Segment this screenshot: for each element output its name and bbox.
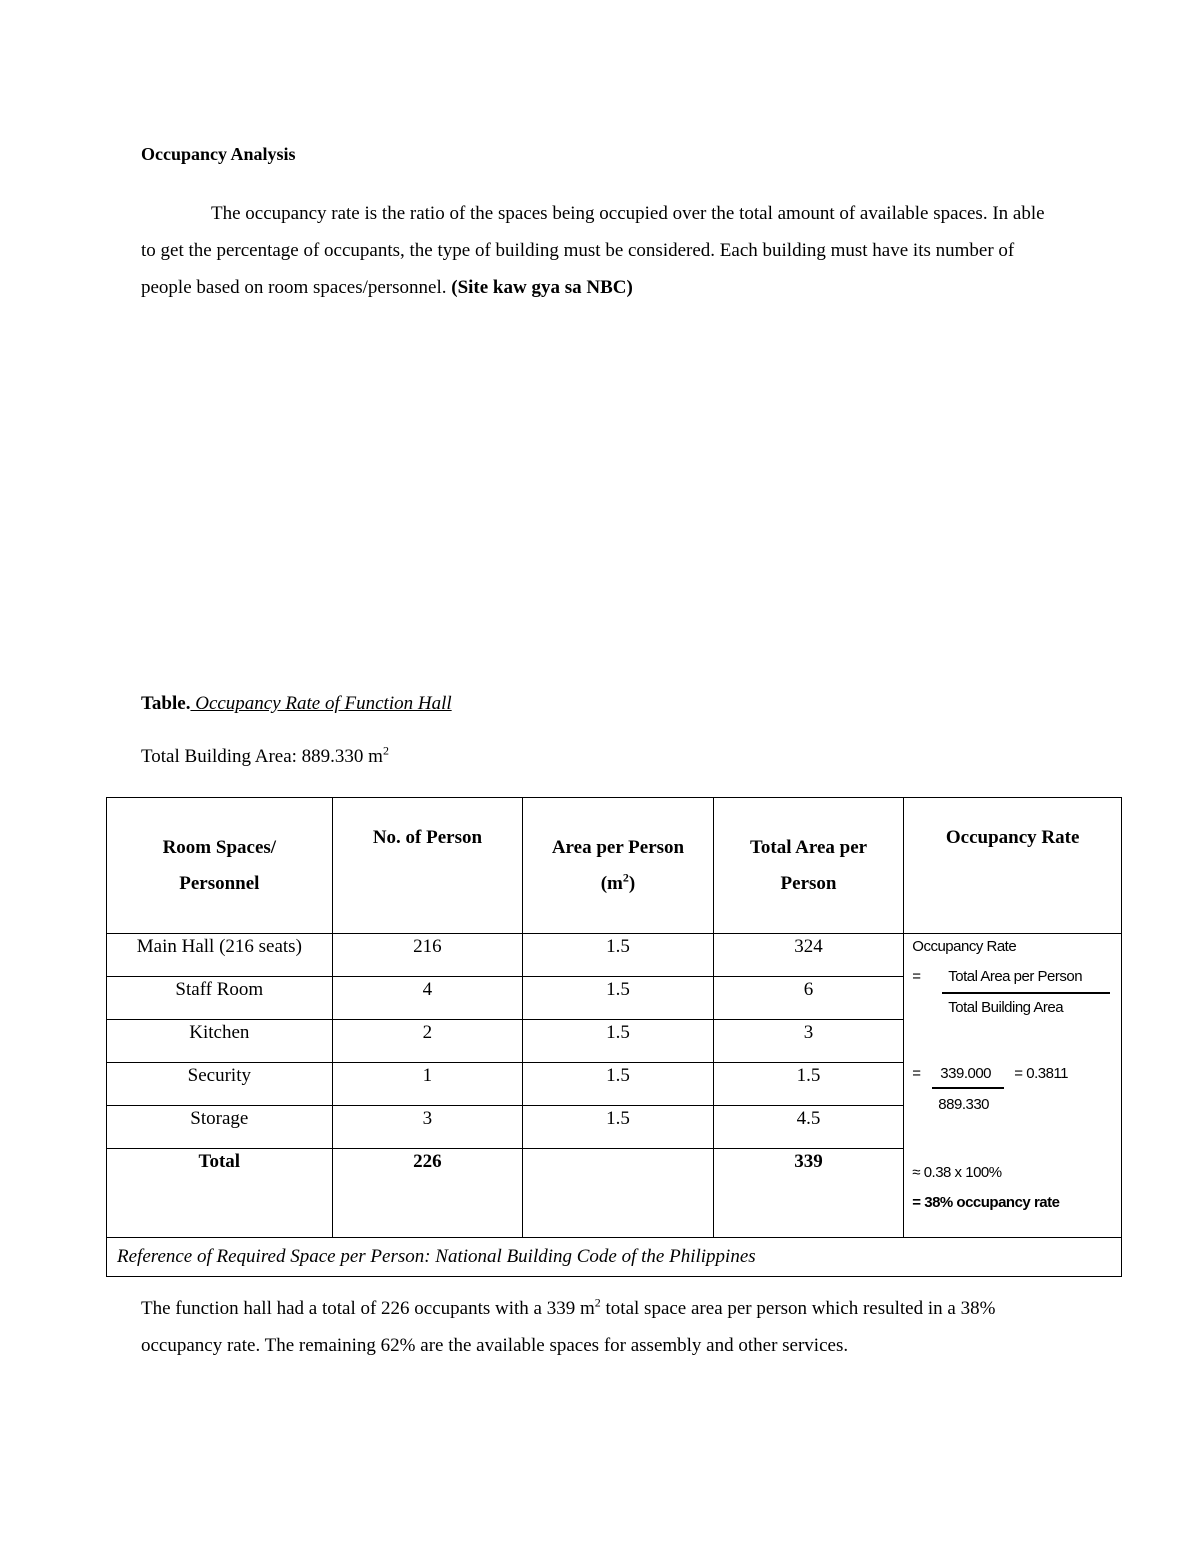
table-reference-row	[107, 1238, 1122, 1277]
persons-cell: 1	[332, 1063, 523, 1106]
summary-paragraph	[141, 1290, 1071, 1364]
room-cell: Kitchen	[107, 1020, 333, 1063]
total-cell: 4.5	[713, 1106, 904, 1149]
rate-calc-result: = 0.3811	[1014, 1065, 1068, 1082]
fraction-bar	[932, 1087, 1004, 1089]
total-cell: 6	[713, 977, 904, 1020]
header-room-spaces	[107, 798, 333, 934]
area-cell: 1.5	[523, 1020, 714, 1063]
header-occupancy-rate	[904, 798, 1122, 934]
table-reference: Reference of Required Space per Person: National Building Code of the Philippines	[107, 1238, 1122, 1277]
table-row	[107, 934, 1122, 977]
header-no-of-person	[332, 798, 523, 934]
header-room-line1: Room Spaces/	[162, 836, 277, 858]
header-area-line1: Area per Person	[551, 836, 685, 858]
table-caption	[141, 693, 452, 715]
room-cell: Main Hall (216 seats)	[107, 934, 333, 977]
room-cell: Staff Room	[107, 977, 333, 1020]
rate-calc-denominator-label: Total Building Area	[948, 999, 1064, 1016]
header-area-line2: (m	[600, 872, 623, 894]
total-persons-cell: 226	[332, 1149, 523, 1238]
summary-sup: 2	[594, 1295, 601, 1310]
intro-paragraph	[141, 195, 1061, 306]
total-cell: 3	[713, 1020, 904, 1063]
fraction-bar	[942, 992, 1110, 994]
occupancy-table	[106, 797, 1122, 1277]
section-heading: Occupancy Analysis	[141, 144, 296, 164]
total-area-label: Total Building Area: 889.330 m	[141, 746, 383, 767]
header-area-close: )	[628, 872, 636, 894]
total-area-sup: 2	[382, 743, 389, 758]
intro-text: The occupancy rate is the ratio of the spaces being occupied over the total amount of available spaces. In able to get the percentage of occupants, the type of building must be considered. Each building must have its number of people based on room spaces/personnel.	[141, 203, 1045, 298]
header-room-line2: Personnel	[179, 872, 260, 894]
summary-part2: total space area per person which resulted in a 38% occupancy rate. The remaining 62% are the available spaces for assembly and other services.	[141, 1298, 996, 1356]
total-area-cell: 339	[713, 1149, 904, 1238]
area-cell: 1.5	[523, 1106, 714, 1149]
table-caption-title: Occupancy Rate of Function Hall	[190, 693, 452, 714]
total-label-cell: Total	[107, 1149, 333, 1238]
total-cell: 324	[713, 934, 904, 977]
persons-cell: 216	[332, 934, 523, 977]
rate-calc-eq1: =	[912, 968, 921, 985]
rate-calc-final: = 38% occupancy rate	[912, 1194, 1060, 1211]
table-caption-label: Table.	[141, 693, 191, 714]
total-area-per-person-cell	[523, 1149, 714, 1238]
table-header-row	[107, 798, 1122, 934]
header-total-line2: Person	[780, 872, 837, 894]
rate-calc-numerator-value: 339.000	[940, 1065, 992, 1082]
area-cell: 1.5	[523, 977, 714, 1020]
header-total-area	[713, 798, 904, 934]
intro-note: (Site kaw gya sa NBC)	[451, 277, 633, 298]
room-cell: Security	[107, 1063, 333, 1106]
rate-calc-title: Occupancy Rate	[912, 938, 1017, 955]
area-cell: 1.5	[523, 1063, 714, 1106]
area-cell: 1.5	[523, 934, 714, 977]
rate-calc-numerator-label: Total Area per Person	[948, 968, 1083, 985]
header-occupancy-rate-label: Occupancy Rate	[945, 827, 1080, 848]
header-area-sup: 2	[622, 870, 629, 885]
persons-cell: 2	[332, 1020, 523, 1063]
summary-part1: The function hall had a total of 226 occupants with a 339 m	[141, 1298, 595, 1319]
occupancy-rate-calculation	[904, 934, 1122, 1238]
header-no-of-person-label: No. of Person	[372, 827, 483, 848]
total-building-area	[141, 743, 389, 768]
header-total-line1: Total Area per	[749, 836, 868, 858]
rate-calc-approx: ≈ 0.38 x 100%	[912, 1164, 1002, 1181]
persons-cell: 3	[332, 1106, 523, 1149]
total-cell: 1.5	[713, 1063, 904, 1106]
persons-cell: 4	[332, 977, 523, 1020]
header-area-per-person	[523, 798, 714, 934]
room-cell: Storage	[107, 1106, 333, 1149]
rate-calc-eq2: =	[912, 1065, 921, 1082]
rate-calc-denominator-value: 889.330	[938, 1096, 990, 1113]
